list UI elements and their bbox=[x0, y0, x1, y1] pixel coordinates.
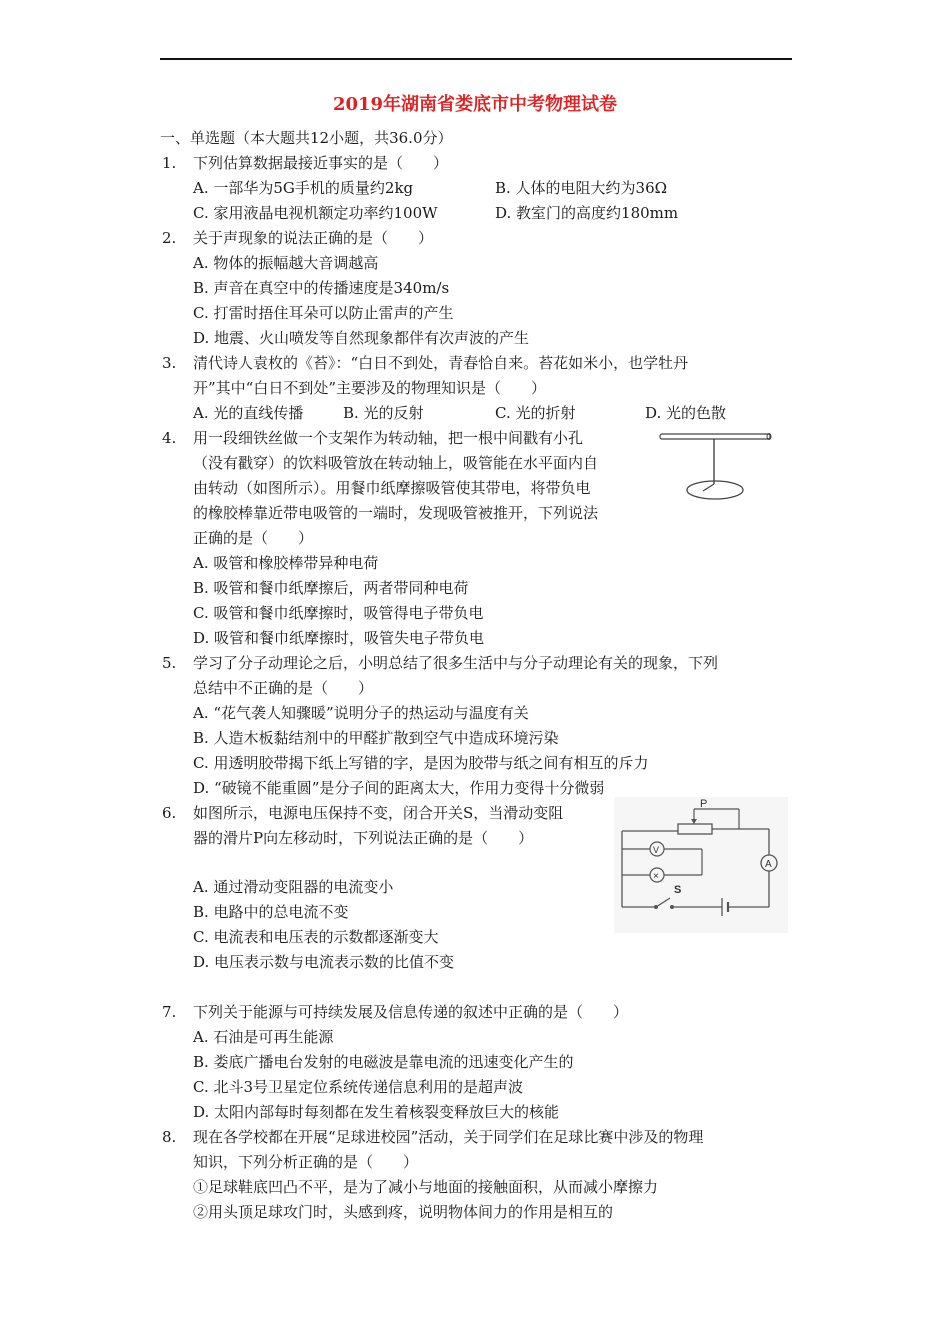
section-heading: 一、单选题（本大题共12小题，共36.0分） bbox=[160, 129, 453, 147]
question-stem: 由转动（如图所示）。用餐巾纸摩擦吸管使其带电，将带负电 bbox=[193, 479, 591, 497]
lamp-label: × bbox=[653, 871, 659, 882]
question-stem: 总结中不正确的是（ ） bbox=[193, 679, 374, 697]
option-c: C. 北斗3号卫星定位系统传递信息利用的是超声波 bbox=[193, 1078, 524, 1096]
option-c: C. 家用液晶电视机额定功率约100W bbox=[193, 204, 438, 222]
ammeter-label: A bbox=[765, 859, 772, 870]
question-stem: 如图所示，电源电压保持不变，闭合开关S，当滑动变阻 bbox=[193, 804, 564, 822]
option-c: C. 吸管和餐巾纸摩擦时，吸管得电子带负电 bbox=[193, 604, 484, 622]
question-number: 6. bbox=[162, 804, 177, 822]
question-stem: 用一段细铁丝做一个支架作为转动轴，把一根中间戳有小孔 bbox=[193, 429, 584, 447]
straw-pivot-figure bbox=[650, 428, 775, 508]
question-statement: ①足球鞋底凹凸不平，是为了减小与地面的接触面积，从而减小摩擦力 bbox=[193, 1178, 659, 1196]
option-c: C. 用透明胶带揭下纸上写错的字，是因为胶带与纸之间有相互的斥力 bbox=[193, 754, 649, 772]
question-stem: 正确的是（ ） bbox=[193, 529, 314, 547]
question-stem: 开”其中“白日不到处”主要涉及的物理知识是（ ） bbox=[193, 379, 547, 397]
circuit-diagram bbox=[614, 797, 788, 933]
option-d: D. 教室门的高度约180mm bbox=[495, 204, 679, 222]
option-a: A. 石油是可再生能源 bbox=[193, 1028, 334, 1046]
switch-label: S bbox=[674, 884, 682, 896]
question-number: 2. bbox=[162, 229, 177, 247]
option-b: B. 人造木板黏结剂中的甲醛扩散到空气中造成环境污染 bbox=[193, 729, 559, 747]
option-a: A. 物体的振幅越大音调越高 bbox=[193, 254, 379, 272]
option-c: C. 电流表和电压表的示数都逐渐变大 bbox=[193, 928, 439, 946]
question-stem: 现在各学校都在开展“足球进校园”活动，关于同学们在足球比赛中涉及的物理 bbox=[193, 1128, 704, 1146]
question-stem: 下列关于能源与可持续发展及信息传递的叙述中正确的是（ ） bbox=[193, 1003, 629, 1021]
page-title: 2019年湖南省娄底市中考物理试卷 bbox=[332, 94, 618, 115]
question-stem: 清代诗人袁枚的《苔》：“白日不到处，青春恰自来。苔花如米小，也学牡丹 bbox=[193, 354, 689, 372]
question-stem: 学习了分子动理论之后，小明总结了很多生活中与分子动理论有关的现象，下列 bbox=[193, 654, 719, 672]
question-number: 4. bbox=[162, 429, 177, 447]
question-number: 5. bbox=[162, 654, 177, 672]
option-d: D. 地震、火山喷发等自然现象都伴有次声波的产生 bbox=[193, 329, 530, 347]
option-a: A. 光的直线传播 bbox=[193, 404, 304, 422]
top-rule bbox=[160, 58, 792, 60]
slider-label: P bbox=[700, 798, 708, 810]
option-c: C. 打雷时捂住耳朵可以防止雷声的产生 bbox=[193, 304, 454, 322]
voltmeter-label: V bbox=[653, 845, 660, 855]
question-stem: 知识，下列分析正确的是（ ） bbox=[193, 1153, 419, 1171]
option-d: D. 吸管和餐巾纸摩擦时，吸管失电子带负电 bbox=[193, 629, 485, 647]
option-d: D. 太阳内部每时每刻都在发生着核裂变释放巨大的核能 bbox=[193, 1103, 560, 1121]
question-statement: ②用头顶足球攻门时，头感到疼，说明物体间力的作用是相互的 bbox=[193, 1203, 614, 1221]
question-number: 8. bbox=[162, 1128, 177, 1146]
option-b: B. 吸管和餐巾纸摩擦后，两者带同种电荷 bbox=[193, 579, 469, 597]
question-number: 3. bbox=[162, 354, 177, 372]
option-b: B. 声音在真空中的传播速度是340m/s bbox=[193, 279, 450, 297]
option-a: A. 一部华为5G手机的质量约2kg bbox=[193, 179, 414, 197]
option-c: C. 光的折射 bbox=[495, 404, 576, 422]
option-d: D. 电压表示数与电流表示数的比值不变 bbox=[193, 953, 455, 971]
option-d: D. “破镜不能重圆”是分子间的距离太大，作用力变得十分微弱 bbox=[193, 779, 605, 797]
option-b: B. 人体的电阻大约为36Ω bbox=[495, 179, 668, 197]
option-b: B. 光的反射 bbox=[343, 404, 424, 422]
option-b: B. 电路中的总电流不变 bbox=[193, 903, 349, 921]
question-stem: 器的滑片P向左移动时，下列说法正确的是（ ） bbox=[193, 829, 534, 847]
question-stem: 下列估算数据最接近事实的是（ ） bbox=[193, 154, 449, 172]
option-d: D. 光的色散 bbox=[645, 404, 727, 422]
option-b: B. 娄底广播电台发射的电磁波是靠电流的迅速变化产生的 bbox=[193, 1053, 574, 1071]
question-stem: 关于声现象的说法正确的是（ ） bbox=[193, 229, 434, 247]
option-a: A. “花气袭人知骤暖”说明分子的热运动与温度有关 bbox=[193, 704, 529, 722]
question-number: 1. bbox=[162, 154, 177, 172]
question-stem: （没有戳穿）的饮料吸管放在转动轴上，吸管能在水平面内自 bbox=[193, 454, 599, 472]
question-number: 7. bbox=[162, 1003, 177, 1021]
question-stem: 的橡胶棒靠近带电吸管的一端时，发现吸管被推开，下列说法 bbox=[193, 504, 599, 522]
option-a: A. 通过滑动变阻器的电流变小 bbox=[193, 878, 394, 896]
option-a: A. 吸管和橡胶棒带异种电荷 bbox=[193, 554, 379, 572]
